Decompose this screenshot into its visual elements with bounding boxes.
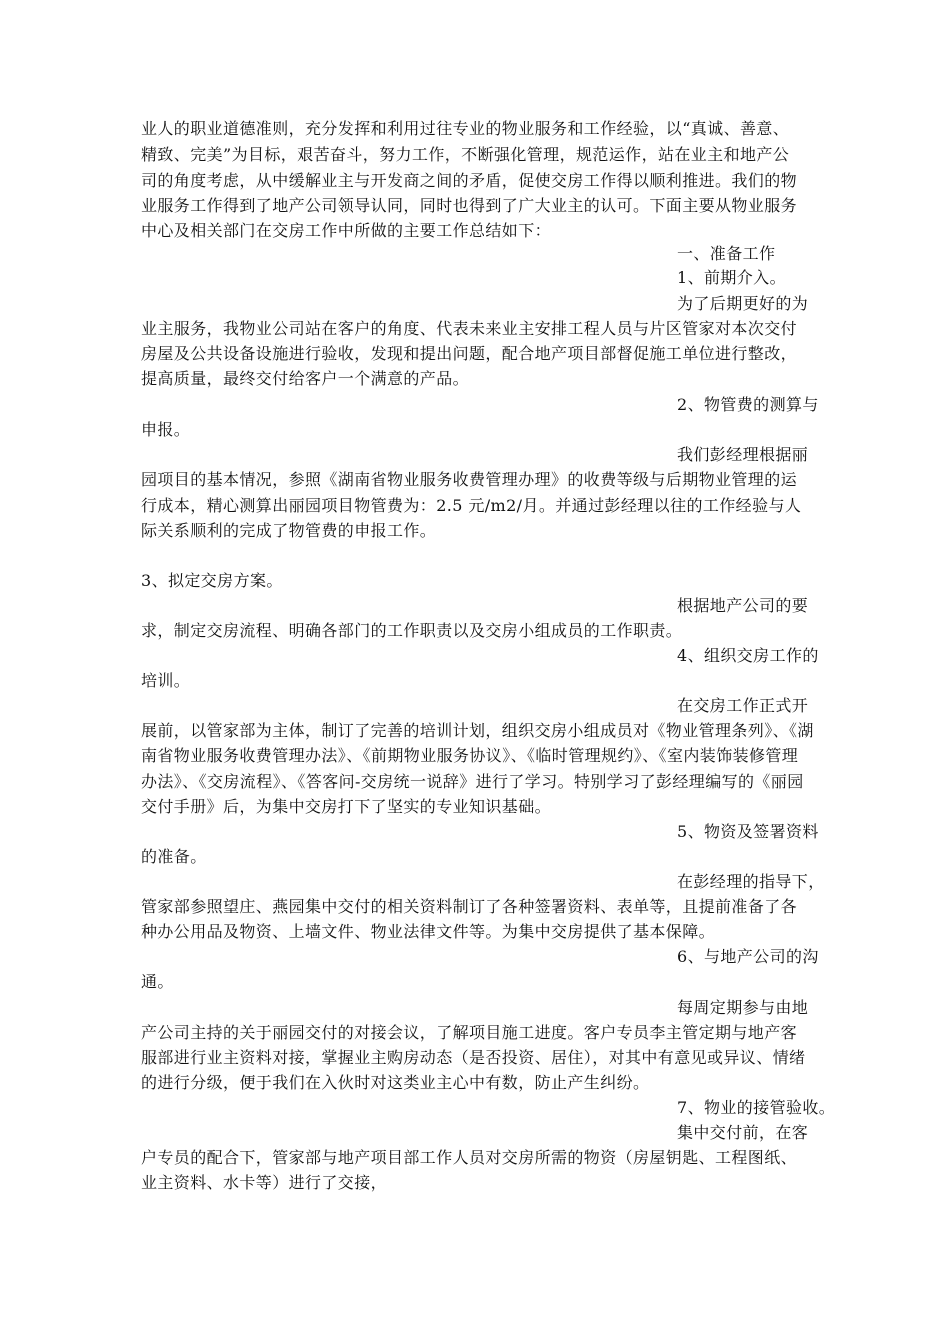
body-text-line: 业服务工作得到了地产公司领导认同，同时也得到了广大业主的认可。下面主要从物业服务: [141, 196, 798, 215]
body-text-line: 求，制定交房流程、明确各部门的工作职责以及交房小组成员的工作职责。: [141, 621, 683, 640]
subsection-heading: 7、物业的接管验收。: [677, 1098, 836, 1117]
body-text-line: 服部进行业主资料对接，掌握业主购房动态（是否投资、居住），对其中有意见或异议、情绪: [141, 1048, 806, 1067]
body-text-line: 业主服务，我物业公司站在客户的角度、代表未来业主安排工程人员与片区管家对本次交付: [141, 319, 798, 338]
subsection-heading-continued: 培训。: [141, 671, 191, 690]
body-text-line: 园项目的基本情况，参照《湖南省物业服务收费管理办理》的收费等级与后期物业管理的运: [141, 470, 798, 489]
body-text-line: 办法》、《交房流程》、《答客问-交房统一说辞》进行了学习。特别学习了彭经理编写的《丽园: [141, 772, 804, 791]
subsection-heading-continued: 的准备。: [141, 847, 207, 866]
body-text-line: 每周定期参与由地: [677, 998, 809, 1017]
body-text-line: 司的角度考虑，从中缓解业主与开发商之间的矛盾，促使交房工作得以顺利推进。我们的物: [141, 171, 798, 190]
body-text-line: 产公司主持的关于丽园交付的对接会议，了解项目施工进度。客户专员李主管定期与地产客: [141, 1023, 798, 1042]
section-heading: 一、准备工作: [677, 244, 776, 263]
body-text-line: 业主资料、水卡等）进行了交接，: [141, 1173, 388, 1192]
body-text-line: 在彭经理的指导下，: [677, 872, 825, 891]
body-text-line: 展前，以管家部为主体，制订了完善的培训计划，组织交房小组成员对《物业管理条列》、《湖: [141, 721, 814, 740]
subsection-heading-continued: 申报。: [141, 420, 191, 439]
body-text-line: 交付手册》后，为集中交房打下了坚实的专业知识基础。: [141, 797, 552, 816]
body-text-line: 在交房工作正式开: [677, 696, 809, 715]
subsection-heading: 3、拟定交房方案。: [141, 571, 283, 590]
body-text-line: 南省物业服务收费管理办法》、《前期物业服务协议》、《临时管理规约》、《室内装饰装修管理: [141, 746, 799, 765]
body-text-line: 为了后期更好的为: [677, 294, 809, 313]
body-text-line: 际关系顺利的完成了物管费的申报工作。: [141, 521, 437, 540]
body-text-line: 我们彭经理根据丽: [677, 445, 809, 464]
body-text-line: 精致、完美”为目标，艰苦奋斗，努力工作，不断强化管理，规范运作，站在业主和地产公: [141, 145, 790, 164]
body-text-line: 集中交付前，在客: [677, 1123, 809, 1142]
body-text-line: 种办公用品及物资、上墙文件、物业法律文件等。为集中交房提供了基本保障。: [141, 922, 716, 941]
subsection-heading: 4、组织交房工作的: [677, 646, 819, 665]
subsection-heading: 2、物管费的测算与: [677, 395, 819, 414]
body-text-line: 户专员的配合下，管家部与地产项目部工作人员对交房所需的物资（房屋钥匙、工程图纸、: [141, 1148, 798, 1167]
body-text-line: 提高质量，最终交付给客户一个满意的产品。: [141, 369, 470, 388]
body-text-line: 行成本，精心测算出丽园项目物管费为：2.5 元/m2/月。并通过彭经理以往的工作经验与人: [141, 496, 802, 515]
body-text-line: 根据地产公司的要: [677, 596, 809, 615]
body-text-line: 房屋及公共设备设施进行验收，发现和提出问题，配合地产项目部督促施工单位进行整改，: [141, 344, 798, 363]
body-text-line: 管家部参照望庄、燕园集中交付的相关资料制订了各种签署资料、表单等，且提前准备了各: [141, 897, 798, 916]
subsection-heading-continued: 通。: [141, 972, 174, 991]
body-text-line: 业人的职业道德准则，充分发挥和利用过往专业的物业服务和工作经验，以“真诚、善意、: [141, 119, 790, 138]
subsection-heading: 1、前期介入。: [677, 268, 786, 287]
subsection-heading: 5、物资及签署资料: [677, 822, 819, 841]
subsection-heading: 6、与地产公司的沟: [677, 947, 819, 966]
body-text-line: 中心及相关部门在交房工作中所做的主要工作总结如下：: [141, 221, 552, 240]
body-text-line: 的进行分级，便于我们在入伙时对这类业主心中有数，防止产生纠纷。: [141, 1073, 650, 1092]
